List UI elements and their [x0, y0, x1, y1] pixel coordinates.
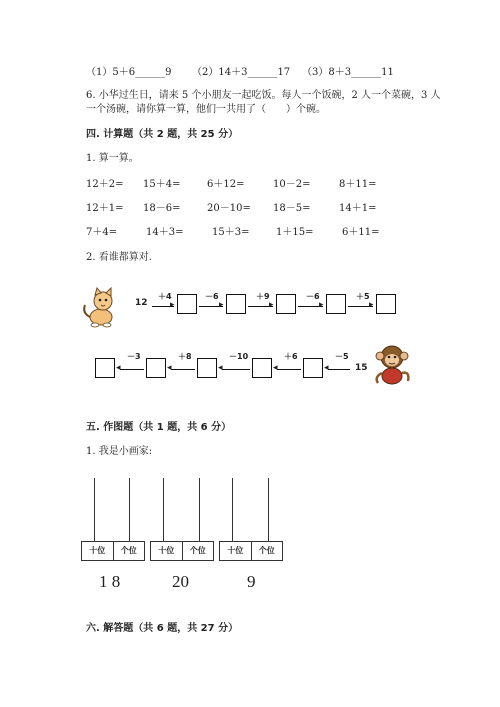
arrow-head: ◂	[218, 363, 223, 373]
cat-icon	[79, 287, 123, 329]
answer-box[interactable]	[326, 294, 346, 314]
calc-item: 6＋11=	[342, 227, 380, 238]
chain-2-arrow-3	[222, 369, 250, 370]
abacus-rod-tens	[163, 478, 164, 542]
question-1-label: 1. 算一算。	[86, 153, 139, 164]
answer-box[interactable]	[376, 294, 396, 314]
calc-item: 15＋4=	[143, 179, 181, 190]
compare-item-3: （3）8＋3______11	[302, 67, 394, 78]
calc-item: 7＋4=	[86, 227, 118, 238]
abacus-rod-tens	[232, 478, 233, 542]
calc-item: 20－10=	[207, 203, 251, 214]
section-5-title: 五. 作图题（共 1 题，共 6 分）	[86, 422, 232, 433]
calc-item: 10－2=	[273, 179, 311, 190]
abacus-number: 20	[172, 572, 189, 591]
tens-label: 十位	[89, 546, 106, 555]
section-6-title: 六. 解答题（共 6 题，共 27 分）	[86, 623, 239, 634]
answer-box[interactable]	[226, 294, 246, 314]
chain-2-op-1: －5	[335, 352, 349, 361]
chain-2-op-5: －3	[127, 352, 141, 361]
arrow-head: ▸	[170, 300, 175, 310]
arrow-head: ▸	[269, 300, 274, 310]
calc-item: 15＋3=	[212, 227, 250, 238]
chain-2-op-3: －10	[229, 352, 249, 361]
place-value-labels	[219, 541, 283, 561]
question-6-line-1: 6. 小华过生日，请来 5 个小朋友一起吃饭。每人一个饭碗，2 人一个菜碗，3 人	[86, 90, 441, 101]
drawing-label: 1. 我是小画家:	[86, 446, 153, 457]
calc-item: 8＋11=	[339, 179, 377, 190]
arrow-head: ▸	[219, 300, 224, 310]
chain-1-op-4: －6	[306, 292, 320, 301]
ones-label: 个位	[113, 542, 145, 560]
chain-2-arrow-4	[171, 369, 195, 370]
compare-item-2: （2）14＋3______17	[192, 67, 291, 78]
answer-box[interactable]	[95, 358, 115, 378]
chain-1-op-1: ＋4	[158, 292, 172, 301]
calc-item: 14＋1=	[339, 203, 377, 214]
arrow-head: ▸	[319, 300, 324, 310]
calc-item: 12＋1=	[86, 203, 124, 214]
ones-label: 个位	[251, 542, 283, 560]
calc-item: 6＋12=	[207, 179, 245, 190]
answer-box[interactable]	[146, 358, 166, 378]
chain-1-op-2: －6	[205, 292, 219, 301]
chain-2-start: 15	[355, 363, 368, 373]
place-value-labels	[150, 541, 214, 561]
chain-1-start: 12	[135, 298, 148, 308]
arrow-head: ◂	[273, 363, 278, 373]
chain-2-arrow-5	[120, 369, 144, 370]
abacus-rod-ones	[199, 478, 200, 542]
abacus-rod-tens	[94, 478, 95, 542]
calc-item: 14＋3=	[146, 227, 184, 238]
compare-item-1: （1）5＋6______9	[86, 67, 172, 78]
abacus-rod-ones	[129, 478, 130, 542]
arrow-head: ◂	[116, 363, 121, 373]
tens-label: 十位	[227, 546, 244, 555]
answer-box[interactable]	[252, 358, 272, 378]
answer-box[interactable]	[197, 358, 217, 378]
chain-2-op-2: ＋6	[284, 352, 298, 361]
place-value-labels	[81, 541, 145, 561]
calc-item: 1＋15=	[276, 227, 314, 238]
arrow-head: ◂	[324, 363, 329, 373]
arrow-head: ▸	[369, 300, 374, 310]
chain-2-arrow-2	[277, 369, 301, 370]
chain-2-op-4: ＋8	[178, 352, 192, 361]
section-4-title: 四. 计算题（共 2 题，共 25 分）	[86, 129, 239, 140]
abacus-rod-ones	[268, 478, 269, 542]
chain-1-op-3: ＋9	[256, 292, 270, 301]
ones-label: 个位	[182, 542, 214, 560]
chain-1-op-5: ＋5	[356, 292, 370, 301]
question-2-label: 2. 看谁都算对.	[86, 252, 152, 263]
calc-item: 18－5=	[273, 203, 311, 214]
answer-box[interactable]	[177, 294, 197, 314]
tens-label: 十位	[158, 546, 175, 555]
answer-box[interactable]	[303, 358, 323, 378]
question-6-line-2: 一个汤碗，请你算一算，他们一共用了（ ）个碗。	[86, 104, 326, 115]
chain-2-arrow-1	[328, 369, 350, 370]
calc-item: 12＋2=	[86, 179, 124, 190]
arrow-head: ◂	[167, 363, 172, 373]
calc-item: 18－6=	[143, 203, 181, 214]
abacus-number: 9	[247, 572, 256, 591]
answer-box[interactable]	[276, 294, 296, 314]
abacus-number: 1 8	[99, 572, 121, 591]
monkey-icon	[370, 343, 414, 387]
